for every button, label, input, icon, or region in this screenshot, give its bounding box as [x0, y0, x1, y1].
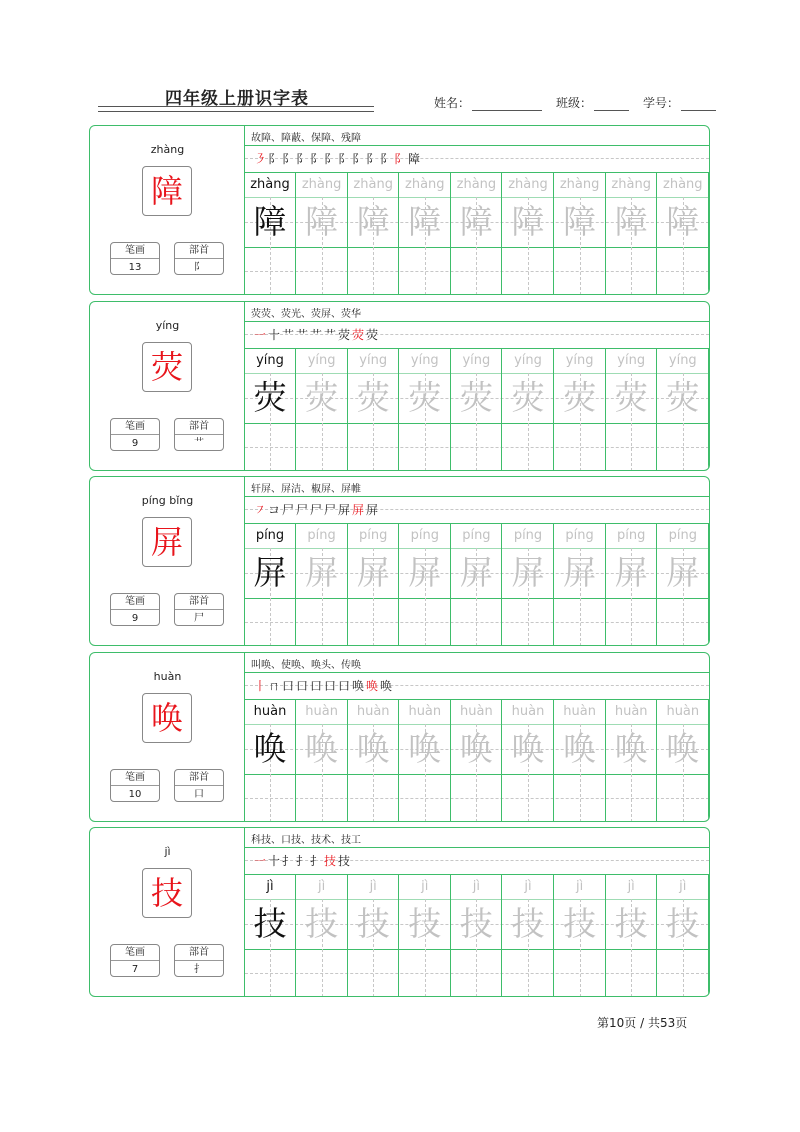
cell-character: 荧 — [666, 377, 700, 417]
character-pinyin: jì — [164, 845, 171, 858]
cell-pinyin: jì — [627, 879, 635, 894]
cell-character: 唤 — [305, 728, 339, 768]
stroke-step: 阝 — [323, 152, 336, 166]
trace-cell — [503, 875, 554, 997]
trace-cell — [658, 349, 709, 471]
cell-character: 屏 — [511, 553, 545, 592]
cell-pinyin: yíng — [514, 352, 542, 368]
trace-cell — [555, 700, 606, 822]
cell-character: 技 — [614, 904, 648, 943]
grid-line — [245, 496, 709, 497]
cell-pinyin: yíng — [410, 352, 439, 368]
example-words: 荧荧、荧光、荧屏、荧华 — [251, 308, 361, 320]
stroke-count-value: 9 — [131, 613, 139, 624]
stroke-step: 尸 — [309, 503, 322, 517]
stroke-count-box — [110, 944, 160, 977]
radical-box — [174, 242, 224, 275]
cell-pinyin: yíng — [565, 352, 594, 368]
character-display: 荧 — [142, 342, 192, 392]
cell-pinyin: zhàng — [405, 177, 445, 192]
cell-character: 屏 — [614, 553, 648, 592]
cell-pinyin: píng — [255, 528, 285, 543]
stroke-step: 阝 — [267, 152, 280, 166]
cell-pinyin: zhàng — [663, 177, 703, 192]
cell-character: 屏 — [253, 553, 287, 592]
cell-pinyin: zhàng — [508, 177, 548, 192]
radical-label: 部首 — [175, 243, 223, 259]
cell-character: 技 — [459, 904, 493, 943]
model-cell — [245, 524, 296, 646]
trace-cell — [400, 173, 451, 295]
stroke-order — [253, 150, 421, 167]
stroke-count-value: 13 — [128, 262, 142, 273]
stroke-step: 口 — [281, 678, 294, 693]
cell-pinyin: píng — [359, 528, 388, 543]
cell-character: 唤 — [511, 728, 545, 768]
example-words: 叫唤、使唤、唤头、传唤 — [251, 659, 361, 671]
grid-line — [245, 470, 709, 471]
cell-character: 屏 — [305, 553, 339, 592]
cell-character: 障 — [253, 202, 287, 241]
trace-cell — [503, 349, 554, 471]
cell-character: 荧 — [563, 377, 597, 417]
cell-pinyin: zhàng — [559, 177, 600, 192]
cell-pinyin: jì — [266, 879, 274, 894]
stroke-step: 唤 — [365, 678, 378, 693]
cell-pinyin: píng — [307, 528, 336, 543]
character-entry — [89, 652, 710, 822]
trace-cell — [348, 524, 399, 646]
stroke-step: 屏 — [337, 503, 350, 517]
cell-character: 技 — [563, 904, 597, 943]
trace-cell — [297, 524, 348, 646]
stroke-step: 艹 — [323, 327, 336, 342]
cell-pinyin: huàn — [614, 703, 648, 719]
stroke-step: 阝 — [365, 152, 378, 166]
cell-character: 荧 — [253, 377, 287, 417]
trace-cell — [555, 875, 606, 997]
practice-area — [245, 653, 709, 821]
trace-cell — [451, 173, 502, 295]
character-entry — [89, 301, 710, 471]
radical-value: 口 — [194, 788, 204, 800]
trace-cell — [606, 173, 657, 295]
stroke-step: 十 — [267, 854, 280, 868]
stroke-step: 唤 — [379, 678, 392, 693]
practice-area — [245, 302, 709, 470]
stroke-step: 技 — [323, 854, 336, 868]
cell-character: 障 — [356, 202, 390, 241]
radical-label: 部首 — [175, 594, 223, 610]
cell-character: 唤 — [356, 728, 390, 768]
trace-cell — [400, 700, 451, 822]
cell-character: 技 — [356, 904, 390, 943]
cell-pinyin: huàn — [356, 703, 390, 719]
stroke-order — [253, 852, 351, 869]
cell-pinyin: píng — [617, 528, 646, 543]
character-display: 技 — [142, 868, 192, 918]
cell-character: 技 — [511, 904, 545, 943]
stroke-count-label: 笔画 — [111, 594, 159, 610]
stroke-step: 尸 — [281, 503, 294, 517]
trace-cell — [503, 524, 554, 646]
character-entry — [89, 476, 710, 646]
trace-cell — [451, 875, 502, 997]
cell-character: 障 — [614, 202, 648, 241]
trace-cell — [606, 875, 657, 997]
trace-cell — [400, 524, 451, 646]
trace-cell — [348, 349, 399, 471]
cell-character: 障 — [563, 202, 597, 241]
trace-cell — [503, 700, 554, 822]
cell-character: 唤 — [563, 728, 597, 768]
cell-character: 荧 — [459, 377, 493, 417]
stroke-step: ㇋ — [253, 152, 266, 166]
cell-pinyin: jì — [317, 879, 326, 894]
radical-label: 部首 — [175, 770, 223, 786]
character-display: 唤 — [142, 693, 192, 743]
grid-line — [245, 294, 709, 295]
trace-cell — [658, 875, 709, 997]
cell-character: 荧 — [356, 377, 390, 417]
info-field-blank[interactable] — [472, 98, 542, 111]
stroke-step: 屏 — [351, 503, 364, 517]
info-field-blank[interactable] — [681, 98, 716, 111]
radical-value: 阝 — [194, 262, 204, 273]
stroke-order — [253, 501, 379, 518]
stroke-step: 一 — [253, 854, 266, 868]
info-field-label: 班级： — [556, 96, 593, 110]
trace-cell — [658, 524, 709, 646]
stroke-step: 一 — [253, 327, 266, 342]
radical-label: 部首 — [175, 945, 223, 961]
stroke-step: 扌 — [309, 854, 322, 868]
trace-cell — [297, 173, 348, 295]
cell-pinyin: zhàng — [611, 177, 651, 192]
stroke-count-label: 笔画 — [111, 243, 159, 259]
model-cell — [245, 875, 296, 997]
practice-area — [245, 126, 709, 294]
stroke-count-value: 7 — [131, 964, 139, 975]
stroke-step: 阝 — [393, 152, 406, 166]
trace-cell — [348, 875, 399, 997]
stroke-step: ㇇ — [253, 503, 266, 517]
info-field — [434, 94, 542, 111]
cell-character: 障 — [408, 202, 442, 241]
cell-character: 屏 — [666, 553, 700, 592]
cell-character: 障 — [511, 202, 545, 241]
stroke-count-label: 笔画 — [111, 770, 159, 786]
stroke-step: 唤 — [351, 678, 364, 693]
example-words: 故障、障蔽、保障、残障 — [251, 133, 361, 144]
trace-cell — [658, 173, 709, 295]
practice-grid — [245, 700, 709, 822]
trace-cell — [297, 349, 348, 471]
cell-pinyin: píng — [513, 528, 543, 543]
cell-character: 荧 — [305, 377, 339, 417]
stroke-step: ㄇ — [267, 678, 280, 693]
cell-pinyin: jì — [524, 879, 532, 894]
grid-line — [245, 847, 709, 848]
stroke-step: 艹 — [309, 327, 322, 342]
stroke-order — [253, 677, 393, 694]
cell-character: 障 — [459, 202, 493, 241]
cell-character: 屏 — [459, 553, 493, 592]
cell-pinyin: yíng — [256, 352, 284, 368]
stroke-step: 阝 — [309, 152, 322, 166]
character-summary — [90, 653, 245, 821]
practice-grid — [245, 349, 709, 471]
cell-pinyin: píng — [668, 528, 697, 543]
stroke-count-label: 笔画 — [111, 419, 159, 435]
trace-cell — [606, 700, 657, 822]
stroke-step: 艹 — [281, 327, 294, 342]
page-title: 四年级上册识字表 — [165, 89, 309, 109]
cell-pinyin: huàn — [666, 703, 700, 719]
cell-character: 技 — [666, 904, 700, 943]
radical-value: 艹 — [194, 437, 204, 449]
cell-character: 障 — [305, 202, 339, 241]
cell-pinyin: yíng — [617, 352, 646, 368]
stroke-step: 阝 — [281, 152, 294, 166]
character-summary — [90, 126, 245, 294]
character-display: 障 — [142, 166, 192, 216]
grid-line — [245, 645, 709, 646]
cell-pinyin: jì — [575, 879, 584, 894]
character-entry — [89, 125, 710, 295]
page-number: 第10页 / 共53页 — [597, 1016, 688, 1030]
model-cell — [245, 700, 296, 822]
cell-character: 唤 — [408, 728, 442, 768]
cell-character: 唤 — [666, 728, 700, 768]
grid-line — [245, 672, 709, 673]
character-summary — [90, 302, 245, 470]
stroke-count-label: 笔画 — [111, 945, 159, 961]
trace-cell — [606, 349, 657, 471]
stroke-step: 扌 — [281, 854, 294, 868]
info-field-blank[interactable] — [594, 98, 629, 111]
trace-cell — [606, 524, 657, 646]
trace-cell — [555, 349, 606, 471]
cell-pinyin: huàn — [253, 703, 287, 719]
stroke-step: 阝 — [295, 152, 308, 166]
cell-character: 障 — [666, 202, 700, 241]
stroke-step: 荧 — [365, 327, 378, 342]
stroke-step: 阝 — [351, 152, 364, 166]
character-summary — [90, 828, 245, 996]
cell-pinyin: huàn — [305, 703, 338, 719]
cell-pinyin: píng — [410, 528, 439, 543]
stroke-count-box — [110, 593, 160, 626]
trace-cell — [348, 173, 399, 295]
cell-pinyin: jì — [369, 879, 377, 894]
stroke-count-value: 9 — [131, 437, 139, 449]
character-entry — [89, 827, 710, 997]
stroke-step: 口 — [309, 678, 322, 693]
stroke-step: 艹 — [295, 327, 308, 342]
student-info-fields — [434, 94, 730, 111]
character-summary — [90, 477, 245, 645]
info-field — [556, 94, 629, 111]
stroke-count-box — [110, 769, 160, 802]
stroke-step: 荧 — [351, 327, 364, 342]
stroke-step: 尸 — [295, 503, 308, 517]
character-pinyin: zhàng — [150, 143, 185, 156]
info-field — [643, 94, 716, 111]
trace-cell — [451, 524, 502, 646]
radical-box — [174, 944, 224, 977]
cell-pinyin: zhàng — [456, 177, 497, 192]
info-field-label: 姓名： — [434, 96, 471, 110]
radical-box — [174, 769, 224, 802]
stroke-step: 口 — [337, 678, 350, 693]
info-field-label: 学号： — [643, 96, 680, 110]
stroke-step: 阝 — [337, 152, 350, 166]
model-cell — [245, 173, 296, 295]
stroke-step: 障 — [407, 152, 420, 166]
cell-character: 屏 — [356, 553, 390, 592]
trace-cell — [658, 700, 709, 822]
trace-cell — [555, 524, 606, 646]
character-pinyin: píng bǐng — [141, 494, 194, 507]
cell-character: 荧 — [614, 377, 648, 417]
example-words: 科技、口技、技术、技工 — [251, 835, 361, 846]
grid-line — [245, 821, 709, 822]
trace-cell — [348, 700, 399, 822]
trace-cell — [451, 349, 502, 471]
trace-cell — [297, 700, 348, 822]
cell-pinyin: píng — [565, 528, 594, 543]
stroke-order — [253, 326, 379, 343]
cell-character: 荧 — [511, 377, 545, 417]
stroke-count-value: 10 — [128, 788, 142, 800]
radical-value: 扌 — [194, 964, 204, 975]
trace-cell — [400, 875, 451, 997]
cell-character: 唤 — [614, 728, 648, 768]
cell-character: 技 — [408, 904, 442, 943]
cell-character: 荧 — [408, 377, 442, 417]
trace-cell — [503, 173, 554, 295]
cell-character: 屏 — [563, 553, 597, 592]
radical-box — [174, 593, 224, 626]
stroke-count-box — [110, 242, 160, 275]
radical-box — [174, 418, 224, 451]
radical-value: 尸 — [194, 613, 204, 624]
cell-pinyin: jì — [421, 879, 429, 894]
trace-cell — [400, 349, 451, 471]
trace-cell — [297, 875, 348, 997]
practice-area — [245, 828, 709, 996]
cell-pinyin: zhàng — [301, 177, 342, 192]
character-pinyin: yíng — [155, 318, 180, 332]
example-words: 轩屏、屏洁、椒屏、屏帷 — [251, 484, 361, 495]
cell-pinyin: jì — [472, 879, 480, 894]
cell-pinyin: zhàng — [250, 177, 290, 192]
cell-character: 技 — [253, 904, 287, 943]
stroke-step: 口 — [295, 678, 308, 693]
cell-character: 技 — [305, 904, 339, 943]
cell-pinyin: yíng — [462, 352, 491, 368]
cell-pinyin: zhàng — [353, 177, 393, 192]
character-display: 屏 — [142, 517, 192, 567]
grid-line — [245, 996, 709, 997]
cell-character: 屏 — [408, 553, 442, 592]
stroke-step: 扌 — [295, 854, 308, 868]
stroke-step: 口 — [323, 678, 336, 693]
cell-pinyin: huàn — [460, 703, 493, 719]
cell-pinyin: jì — [679, 879, 687, 894]
radical-label: 部首 — [175, 419, 223, 435]
stroke-step: 屏 — [365, 503, 378, 517]
page-header — [0, 0, 800, 120]
cell-pinyin: yíng — [668, 352, 697, 368]
stroke-step: 技 — [337, 854, 350, 868]
model-cell — [245, 349, 296, 471]
stroke-step: 丨 — [253, 678, 266, 693]
grid-line — [245, 321, 709, 322]
cell-pinyin: huàn — [408, 703, 442, 719]
character-pinyin: huàn — [153, 669, 182, 683]
cell-pinyin: huàn — [563, 703, 596, 719]
practice-grid — [245, 524, 709, 646]
stroke-step: コ — [267, 503, 280, 517]
practice-area — [245, 477, 709, 645]
stroke-count-box — [110, 418, 160, 451]
cell-pinyin: huàn — [511, 703, 545, 719]
stroke-step: 阝 — [379, 152, 392, 166]
grid-line — [245, 145, 709, 146]
cell-pinyin: píng — [462, 528, 491, 543]
title-underline — [98, 106, 374, 112]
cell-pinyin: yíng — [359, 352, 388, 368]
trace-cell — [555, 173, 606, 295]
cell-character: 唤 — [253, 728, 287, 768]
stroke-step: 十 — [267, 327, 280, 342]
cell-character: 唤 — [459, 728, 493, 768]
practice-grid — [245, 875, 709, 997]
cell-pinyin: yíng — [307, 352, 336, 368]
stroke-step: 尸 — [323, 503, 336, 517]
practice-grid — [245, 173, 709, 295]
stroke-step: 荧 — [337, 327, 350, 342]
trace-cell — [451, 700, 502, 822]
